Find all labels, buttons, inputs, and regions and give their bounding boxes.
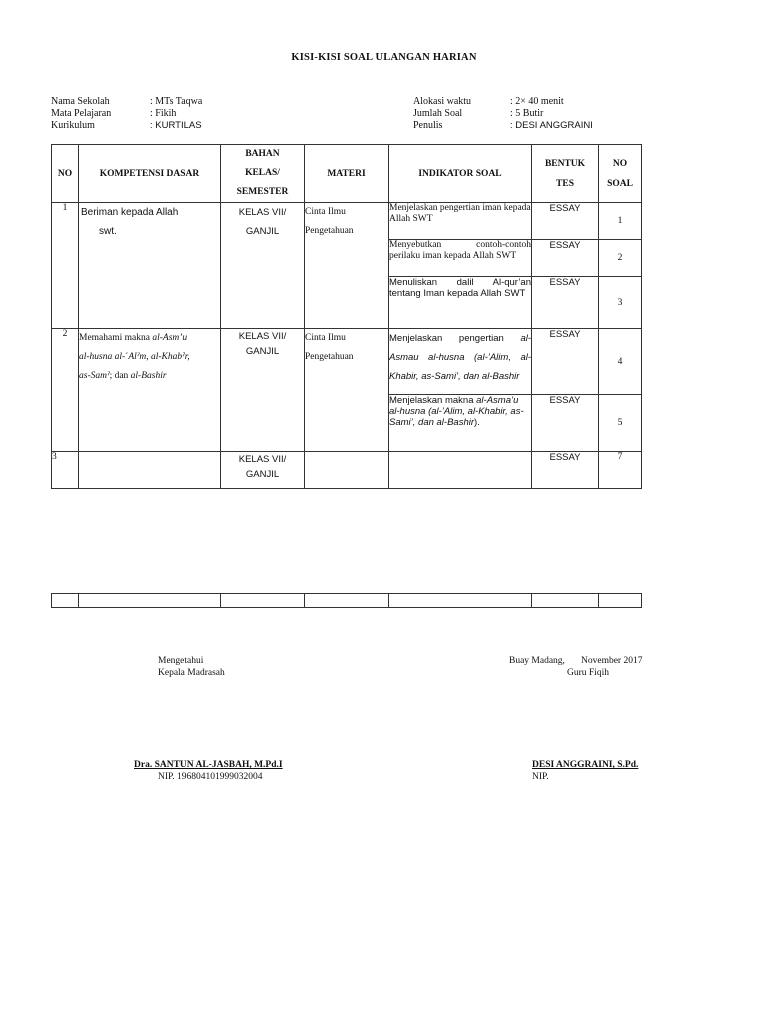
info-right bbox=[413, 96, 643, 136]
author-value: : DESI ANGGRAINI bbox=[510, 120, 593, 131]
subject-label: Mata Pelajaran bbox=[51, 108, 112, 119]
row1-no: 1 bbox=[52, 203, 79, 329]
sig-left-1: Mengetahui bbox=[158, 656, 204, 666]
row2-soal-2: 5 bbox=[599, 395, 642, 452]
row1-kelas-2: GANJIL bbox=[245, 226, 280, 237]
header-row bbox=[52, 145, 642, 203]
row3-materi bbox=[305, 452, 389, 489]
row2-kd-3 bbox=[79, 367, 220, 386]
count-label: Jumlah Soal bbox=[413, 108, 463, 119]
row1-ind-2: Menyebutkan contoh-contoh perilaku iman kepada Allah SWT bbox=[389, 240, 532, 277]
row2-kd bbox=[79, 329, 221, 452]
header-materi: MATERI bbox=[305, 145, 389, 203]
sig-right-name bbox=[532, 759, 638, 771]
table-row bbox=[52, 203, 642, 240]
row1-soal-1: 1 bbox=[599, 203, 642, 240]
sig-left-nip: NIP. 196804101999032004 bbox=[158, 772, 263, 782]
row2-materi-2: Pengetahuan bbox=[305, 352, 354, 362]
row3-kelas bbox=[221, 452, 305, 489]
sig-right-2: Guru Fiqih bbox=[567, 668, 609, 678]
curriculum-label: Kurikulum bbox=[51, 120, 95, 131]
sig-right-place: Buay Madang, bbox=[509, 656, 565, 666]
blank-cell bbox=[221, 594, 305, 608]
row3-soal: 7 bbox=[599, 452, 642, 489]
header-bahan-1: BAHAN bbox=[245, 149, 280, 159]
row2-kelas-2: GANJIL bbox=[245, 346, 280, 357]
header-nosoal-1: NO bbox=[612, 158, 628, 169]
row1-soal-3: 3 bbox=[599, 277, 642, 329]
row2-bentuk-2: ESSAY bbox=[532, 395, 599, 452]
header-no: NO bbox=[52, 145, 79, 203]
blank-cell bbox=[52, 594, 79, 608]
sig-left-2: Kepala Madrasah bbox=[158, 668, 225, 678]
row3-no: 3 bbox=[52, 452, 79, 489]
row1-soal-2: 2 bbox=[599, 240, 642, 277]
header-nosoal-2: SOAL bbox=[607, 178, 633, 189]
row1-kelas-1: KELAS VII/ bbox=[238, 207, 287, 218]
blank-cell bbox=[305, 594, 389, 608]
blank-cell bbox=[532, 594, 599, 608]
sig-left-name bbox=[134, 759, 283, 771]
row1-kd bbox=[79, 203, 221, 329]
header-bentuk bbox=[532, 145, 599, 203]
kisi-table bbox=[51, 144, 642, 489]
row2-kd-3c: al-Bashir bbox=[130, 371, 167, 381]
row2-ind-2a: Menjelaskan makna bbox=[389, 395, 474, 406]
row2-materi-1: Cinta Ilmu bbox=[305, 333, 346, 343]
row2-ind-1b: al-Asmau al-husna bbox=[389, 333, 532, 363]
row1-bentuk-3: ESSAY bbox=[532, 277, 599, 329]
school-value: : MTs Taqwa bbox=[150, 96, 203, 107]
row2-kd-1 bbox=[79, 329, 220, 348]
school-label: Nama Sekolah bbox=[51, 96, 110, 107]
row3-bentuk: ESSAY bbox=[532, 452, 599, 489]
blank-row bbox=[52, 594, 642, 608]
row1-ind-1: Menjelaskan pengertian iman kepada Allah SWT bbox=[389, 203, 532, 240]
header-nosoal bbox=[599, 145, 642, 203]
header-bahan bbox=[221, 145, 305, 203]
header-bentuk-2: TES bbox=[556, 178, 574, 189]
row2-ind-2c: ). bbox=[474, 417, 480, 428]
header-bahan-2: KELAS/ bbox=[245, 168, 280, 178]
sig-right-name-text: DESI ANGGRAINI, S.Pd. bbox=[532, 760, 639, 770]
blank-cell bbox=[389, 594, 532, 608]
row2-kelas bbox=[221, 329, 305, 452]
row2-materi bbox=[305, 329, 389, 452]
sig-right-nip: NIP. bbox=[532, 772, 549, 782]
row2-bentuk-1: ESSAY bbox=[532, 329, 599, 395]
header-kd: KOMPETENSI DASAR bbox=[79, 145, 221, 203]
row3-kelas-2: GANJIL bbox=[245, 469, 280, 480]
header-indikator: INDIKATOR SOAL bbox=[389, 145, 532, 203]
info-left bbox=[51, 96, 251, 136]
row1-materi-1: Cinta Ilmu bbox=[305, 207, 346, 217]
header-bentuk-1: BENTUK bbox=[544, 158, 586, 169]
row2-ind-2b: al-Asma’u al-husna (al-’Alim, al-Khabir, as-Sami’, dan al-Bashir bbox=[389, 395, 524, 428]
row2-soal-1: 4 bbox=[599, 329, 642, 395]
row2-no: 2 bbox=[52, 329, 79, 452]
author-label: Penulis bbox=[413, 120, 443, 131]
time-value: : 2× 40 menit bbox=[510, 96, 564, 107]
curriculum-value: : KURTILAS bbox=[150, 120, 202, 131]
document-title: KISI-KISI SOAL ULANGAN HARIAN bbox=[291, 52, 477, 63]
row1-materi bbox=[305, 203, 389, 329]
row2-kd-3a: as-Samˀ bbox=[79, 371, 110, 381]
blank-cell bbox=[599, 594, 642, 608]
sig-left-name-text: Dra. SANTUN AL-JASBAH, M.Pd.I bbox=[134, 760, 283, 770]
table-row bbox=[52, 329, 642, 395]
row2-kd-2: al-husna al-ˊAlˀm, al-Khabˀr, bbox=[79, 352, 190, 362]
row2-kd-1a: Memahami makna bbox=[79, 333, 150, 343]
row1-kd-1: Beriman kepada Allah bbox=[81, 207, 179, 218]
row3-ind bbox=[389, 452, 532, 489]
row1-kelas bbox=[221, 203, 305, 329]
row1-bentuk-1: ESSAY bbox=[532, 203, 599, 240]
row2-kd-1b: al-Asm’u bbox=[152, 333, 188, 343]
row2-kelas-1: KELAS VII/ bbox=[238, 331, 287, 342]
row3-kelas-1: KELAS VII/ bbox=[238, 454, 287, 465]
row1-kd-2: swt. bbox=[99, 226, 117, 237]
row2-ind-2 bbox=[389, 395, 532, 452]
count-value: : 5 Butir bbox=[510, 108, 544, 119]
row3-kd bbox=[79, 452, 221, 489]
row1-bentuk-2: ESSAY bbox=[532, 240, 599, 277]
row2-ind-1 bbox=[389, 329, 532, 395]
subject-value: : Fikih bbox=[150, 108, 177, 119]
row1-materi-2: Pengetahuan bbox=[305, 226, 354, 236]
row2-kd-3b: ; dan bbox=[109, 371, 129, 381]
blank-cell bbox=[79, 594, 221, 608]
header-bahan-3: SEMESTER bbox=[236, 187, 289, 197]
sig-right-date: November 2017 bbox=[581, 656, 643, 666]
table-row bbox=[52, 452, 642, 489]
row2-ind-1a: Menjelaskan pengertian bbox=[389, 333, 504, 344]
row1-ind-3: Menuliskan dalil Al-qur’an tentang Iman kepada Allah SWT bbox=[389, 277, 532, 329]
blank-table bbox=[51, 593, 642, 608]
row2-ind-1c: (al-’Alim, al-Khabir, as-Sami’, dan al-Bashir bbox=[389, 352, 532, 382]
time-label: Alokasi waktu bbox=[413, 96, 472, 107]
